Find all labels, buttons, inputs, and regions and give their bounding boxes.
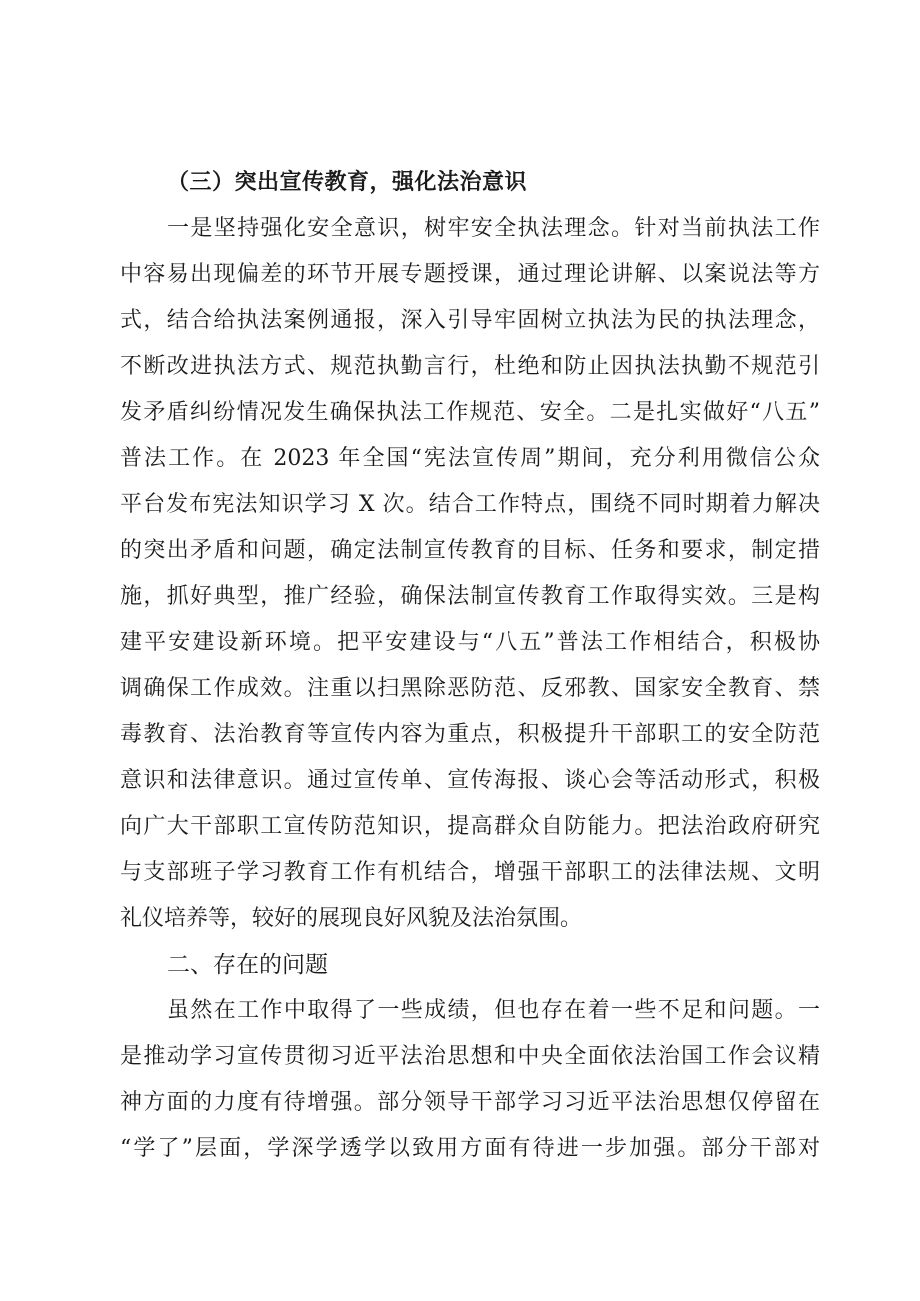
paragraph-line: 施，抓好典型，推广经验，确保法制宣传教育工作取得实效。三是构: [120, 584, 820, 609]
paragraph-line: 向广大干部职工宣传防范知识，提高群众自防能力。把法治政府研究: [120, 814, 820, 839]
paragraph-line: 虽然在工作中取得了一些成绩，但也存在着一些不足和问题。一: [167, 998, 820, 1023]
document-body: [120, 160, 820, 1172]
paragraph-line: 毒教育、法治教育等宣传内容为重点，积极提升干部职工的安全防范: [120, 722, 820, 747]
section-heading: 二、存在的问题: [167, 952, 328, 978]
paragraph-line: 中容易出现偏差的环节开展专题授课，通过理论讲解、以案说法等方: [120, 262, 820, 287]
paragraph-existing-problems: [120, 988, 820, 1172]
paragraph-line: 普法工作。在 2023 年全国“宪法宣传周”期间，充分利用微信公众: [120, 446, 820, 471]
paragraph-line: 礼仪培养等，较好的展现良好风貌及法治氛围。: [120, 906, 583, 931]
paragraph-line: 的突出矛盾和问题，确定法制宣传教育的目标、任务和要求，制定措: [120, 538, 820, 563]
paragraph-line: 一是坚持强化安全意识，树牢安全执法理念。针对当前执法工作: [167, 216, 820, 241]
paragraph-publicity-education: [120, 206, 820, 942]
paragraph-line: 意识和法律意识。通过宣传单、宣传海报、谈心会等活动形式，积极: [120, 768, 820, 793]
paragraph-line: 是推动学习宣传贯彻习近平法治思想和中央全面依法治国工作会议精: [120, 1044, 820, 1069]
paragraph-line: 与支部班子学习教育工作有机结合，增强干部职工的法律法规、文明: [120, 860, 820, 885]
paragraph-line: 式，结合给执法案例通报，深入引导牢固树立执法为民的执法理念，: [120, 308, 820, 333]
paragraph-line: 发矛盾纠纷情况发生确保执法工作规范、安全。二是扎实做好“八五”: [120, 400, 820, 425]
paragraph-line: 建平安建设新环境。把平安建设与“八五”普法工作相结合，积极协: [120, 630, 820, 655]
paragraph-line: 平台发布宪法知识学习 X 次。结合工作特点，围绕不同时期着力解决: [120, 492, 820, 517]
paragraph-line: 不断改进执法方式、规范执勤言行，杜绝和防止因执法执勤不规范引: [120, 354, 820, 379]
paragraph-line: 调确保工作成效。注重以扫黑除恶防范、反邪教、国家安全教育、禁: [120, 676, 820, 701]
subheading: （三）突出宣传教育，强化法治意识: [167, 170, 528, 195]
paragraph-line: 神方面的力度有待增强。部分领导干部学习习近平法治思想仅停留在: [120, 1090, 820, 1115]
paragraph-line: “学了”层面，学深学透学以致用方面有待进一步加强。部分干部对: [120, 1136, 820, 1161]
